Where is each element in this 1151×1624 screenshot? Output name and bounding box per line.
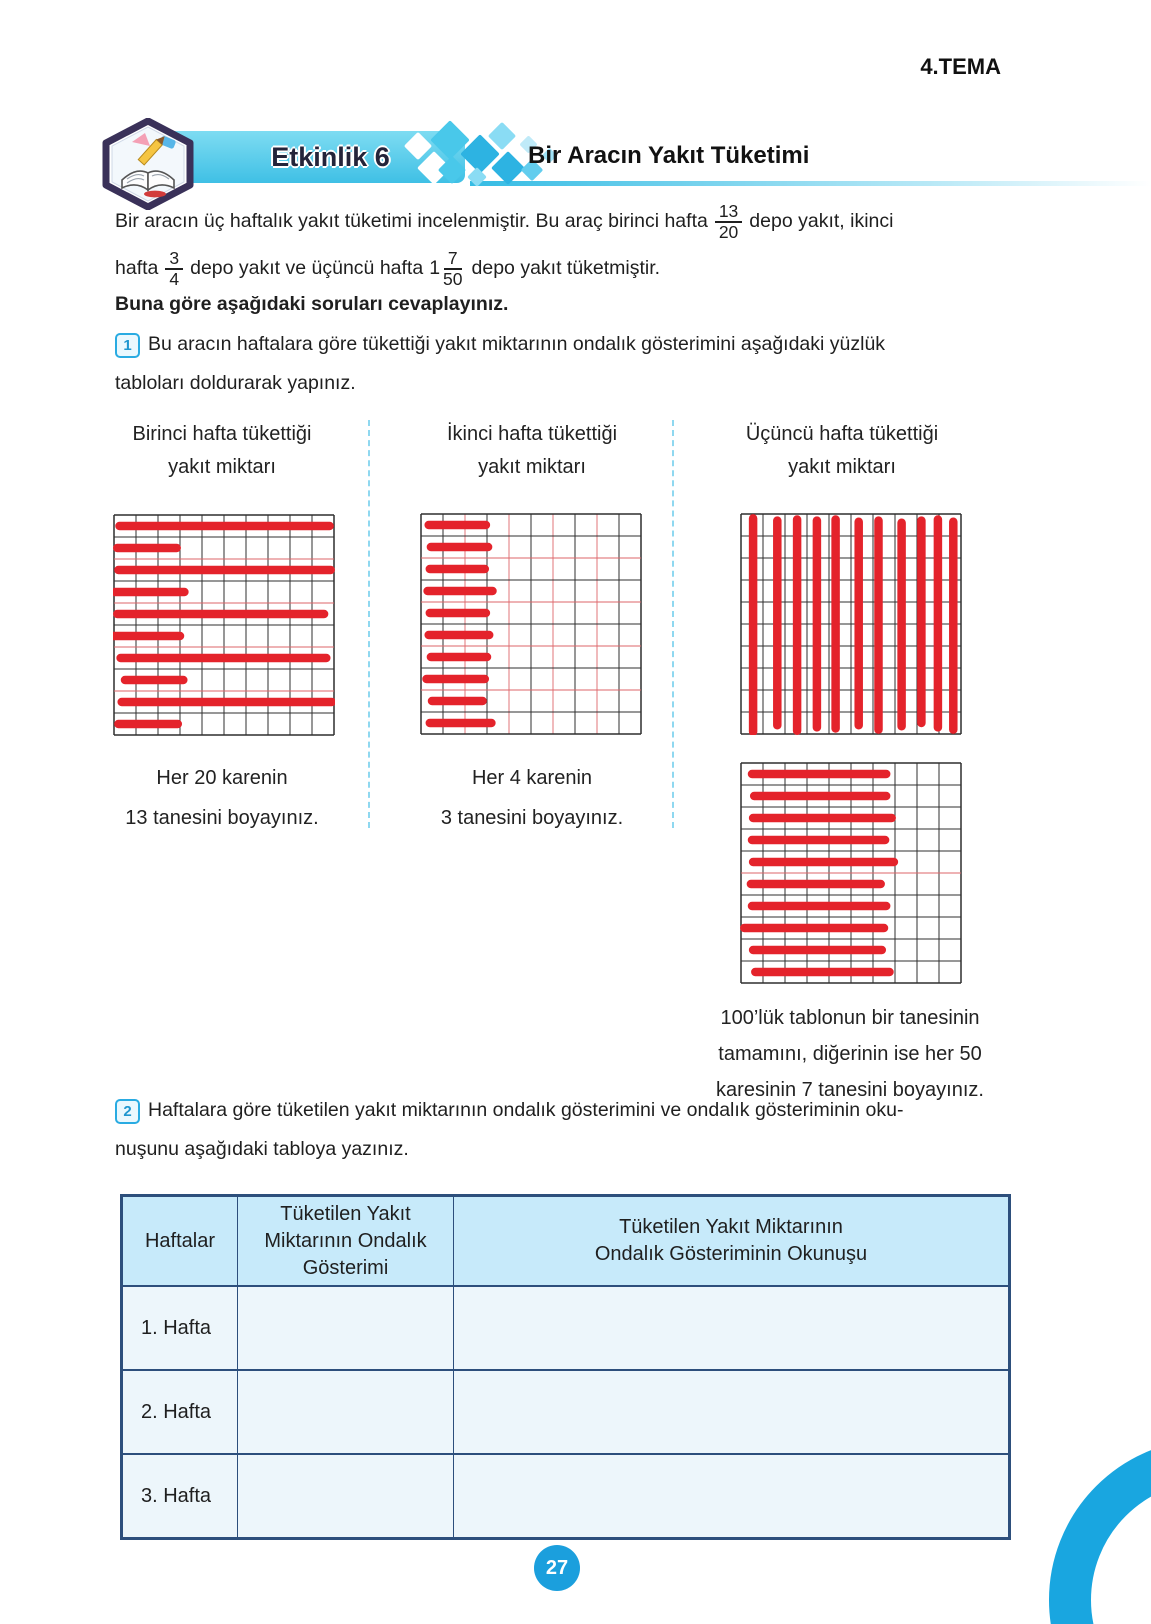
table-header-row [122, 1196, 1010, 1287]
activity-label: Etkinlik 6 [271, 141, 390, 172]
column-divider-1 [368, 420, 370, 828]
header-okunusu: Tüketilen Yakıt Miktarının Ondalık Gösteriminin Okunuşu [454, 1196, 1010, 1287]
corner-ring-decoration [1000, 1395, 1151, 1624]
answer-table [120, 1194, 1011, 1540]
intro-directive: Buna göre aşağıdaki soruları cevaplayınız. [115, 293, 509, 315]
hundred-grid-week3-full [740, 513, 962, 740]
hundred-grid-week1 [113, 514, 335, 741]
week1-reading-cell [454, 1286, 1010, 1370]
mixed-number-1-7-50: 1 $\frac{7}{50}$ [429, 248, 463, 289]
intro-line2-pre: hafta [115, 257, 159, 279]
table-row [122, 1286, 1010, 1370]
column1-caption: Her 20 karenin 13 tanesini boyayınız. [125, 767, 319, 829]
week2-reading-cell [454, 1370, 1010, 1454]
week3-decimal-cell [238, 1454, 454, 1539]
question1-text-line1: Bu aracın haftalara göre tükettiği yakıt miktarının ondalık gösterimini aşağıdaki yüzlük [148, 333, 886, 355]
header-haftalar: Haftalar [122, 1196, 238, 1287]
column-divider-2 [672, 420, 674, 828]
question2-text-line2: nuşunu aşağıdaki tabloya yazınız. [115, 1138, 409, 1160]
book-pencil-icon [98, 118, 198, 210]
hundred-grid-week3-partial [740, 762, 962, 989]
intro-line2-mid: depo yakıt ve üçüncü hafta [190, 257, 424, 279]
intro-line1-post: depo yakıt, ikinci [749, 210, 894, 232]
intro-line1-pre: Bir aracın üç haftalık yakıt tüketimi incelenmiştir. Bu araç birinci hafta [115, 210, 708, 232]
table-row [122, 1370, 1010, 1454]
column3-header: Üçüncü hafta tükettiği yakıt miktarı [745, 423, 939, 478]
week2-label: 2. Hafta [122, 1370, 238, 1454]
page-title: Bir Aracın Yakıt Tüketimi [528, 142, 810, 169]
week3-reading-cell [454, 1454, 1010, 1539]
intro-paragraph [115, 198, 1075, 316]
page-number-badge: 27 [534, 1545, 580, 1591]
header-ondalik-gosterimi: Tüketilen Yakıt Miktarının Ondalık Gösterimi [238, 1196, 454, 1287]
question2-text-line1: Haftalara göre tüketilen yakıt miktarının ondalık gösterimini ve ondalık gösteriminin oku- [148, 1099, 904, 1121]
fraction-13-20: $\frac{13}{20}$ [715, 202, 742, 241]
week2-decimal-cell [238, 1370, 454, 1454]
banner-underline [470, 181, 1151, 186]
week1-label: 1. Hafta [122, 1286, 238, 1370]
column1-header: Birinci hafta tükettiği yakıt miktarı [132, 423, 312, 478]
hundred-grid-week2 [420, 513, 642, 740]
fraction-3-4: $\frac{3}{4}$ [165, 249, 183, 288]
column2-header: İkinci hafta tükettiği yakıt miktarı [446, 423, 618, 478]
column3-caption: 100’lük tablonun bir tanesinin tamamını, diğerinin ise her 50 karesinin 7 tanesini boyayınız. [716, 1007, 984, 1101]
question1-number-badge: 1 [115, 333, 140, 358]
question1-text-line2: tabloları doldurarak yapınız. [115, 372, 356, 394]
theme-label: 4.TEMA [920, 54, 1001, 79]
week3-label: 3. Hafta [122, 1454, 238, 1539]
column2-caption: Her 4 karenin 3 tanesini boyayınız. [440, 767, 624, 829]
table-row [122, 1454, 1010, 1539]
week1-decimal-cell [238, 1286, 454, 1370]
question2-number-badge: 2 [115, 1099, 140, 1124]
intro-line2-post: depo yakıt tüketmiştir. [471, 257, 661, 279]
